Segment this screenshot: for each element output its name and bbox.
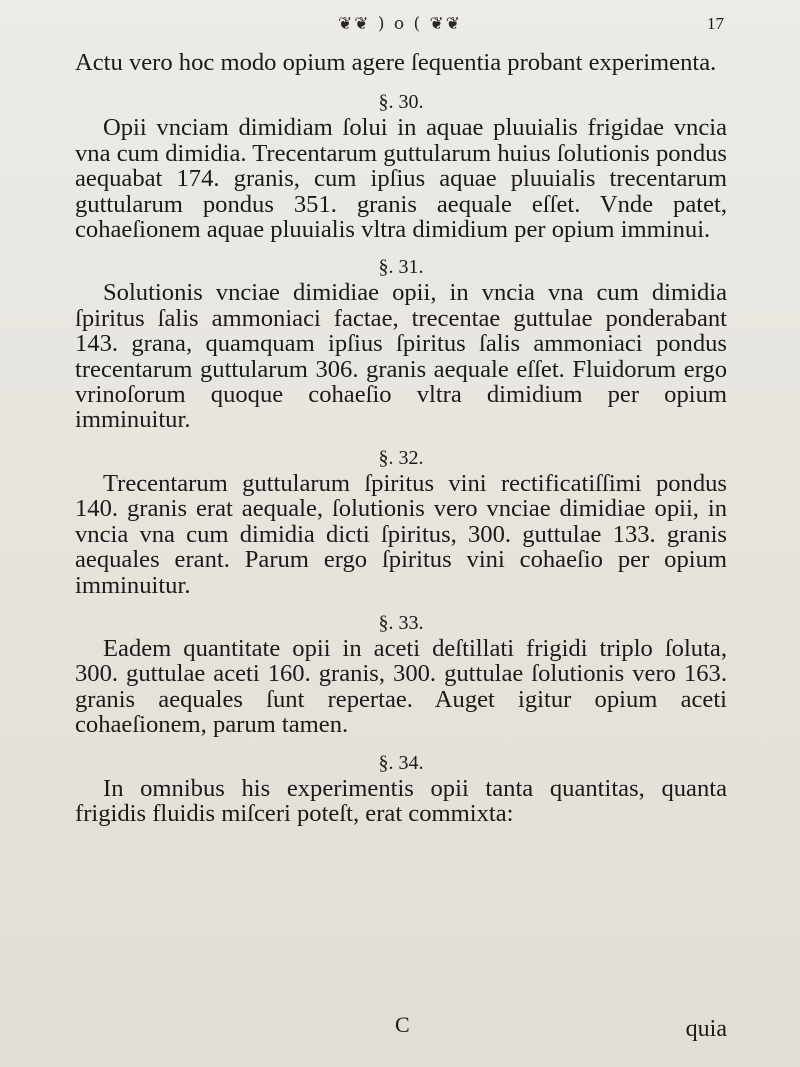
page-footer <box>75 1012 727 1042</box>
signature-mark: C <box>395 1012 410 1037</box>
section-paragraph-30: Opii vnciam dimidiam ſolui in aquae pluuialis frigidae vncia vna cum dimidia. Trecentarum guttularum huius ſolutionis pondus aequabat 174. granis, cum ipſius aquae pluuialis trecentarum guttularum pondus 351. granis aequale eſſet. Vnde patet, cohaeſionem aquae pluuialis vltra dimidium per opium imminui. <box>75 114 727 244</box>
section-heading-33: §. 33. <box>378 611 424 634</box>
catchword: quia <box>685 1016 727 1042</box>
header-ornament: ❦❦ ) o ( ❦❦ <box>337 14 463 34</box>
page-header <box>0 8 800 48</box>
section-heading-30: §. 30. <box>378 91 424 114</box>
section-heading-32: §. 32. <box>378 446 424 469</box>
section-heading-34: §. 34. <box>378 751 424 774</box>
body-text <box>75 50 727 826</box>
section-heading-31: §. 31. <box>378 256 424 279</box>
section-paragraph-34: In omnibus his experimentis opii tanta quantitas, quanta frigidis fluidis miſceri poteſt, erat commixta: <box>75 774 727 827</box>
page-number: 17 <box>707 14 724 33</box>
section-paragraph-33: Eadem quantitate opii in aceti deſtillati frigidi triplo ſoluta, 300. guttulae aceti 160. granis, 300. guttulae ſolutionis vero 163. granis aequales ſunt repertae. Auget igitur opium aceti cohaeſionem, parum tamen. <box>75 634 727 739</box>
section-paragraph-31: Solutionis vnciae dimidiae opii, in vncia vna cum dimidia ſpiritus ſalis ammoniaci factae, trecentae guttulae ponderabant 143. grana, quamquam ipſius ſpiritus ſalis ammoniaci pondus trecentarum guttularum 306. granis aequale eſſet. Fluidorum ergo vrinoſorum quoque cohaeſio vltra dimidium per opium imminuitur. <box>75 279 727 434</box>
section-paragraph-32: Trecentarum guttularum ſpiritus vini rectificatiſſimi pondus 140. granis erat aequale, ſolutionis vero vnciae dimidiae opii, in vncia vna cum dimidia dicti ſpiritus, 300. guttulae 133. granis aequales erant. Parum ergo ſpiritus vini cohaeſio per opium imminuitur. <box>75 469 727 599</box>
intro-paragraph: Actu vero hoc modo opium agere ſequentia probant experimenta. <box>75 49 717 76</box>
